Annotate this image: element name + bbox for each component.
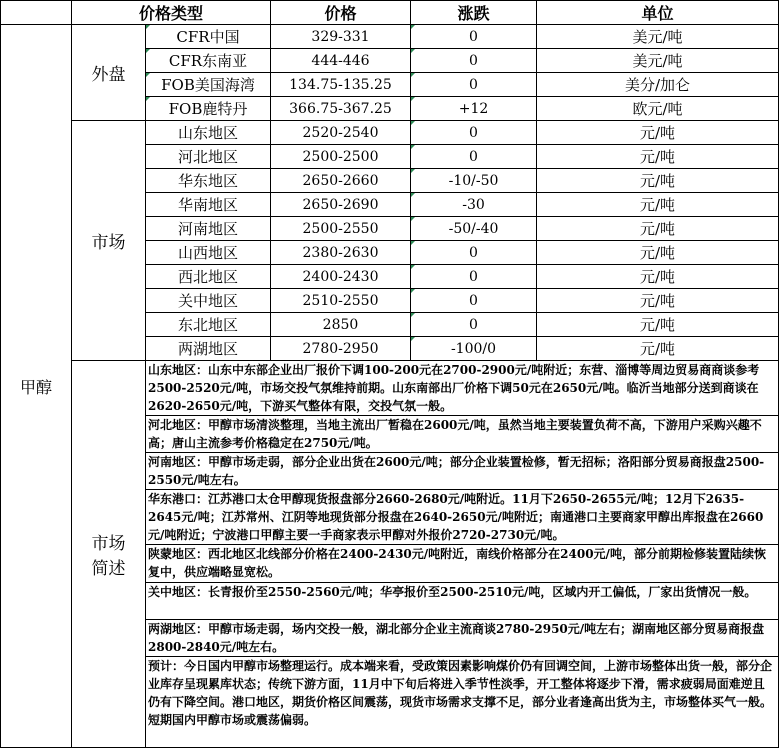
- row-change: 0: [411, 241, 537, 265]
- row-price: 134.75-135.25: [271, 73, 411, 97]
- row-unit: 元/吨: [537, 145, 779, 169]
- foreign-label: 外盘: [72, 25, 146, 121]
- product-label: 甲醇: [1, 25, 72, 748]
- brief-paragraph: 河北地区：甲醇市场清淡整理，当地主流出厂暂稳在2600元/吨，虽然当地主要装置负荷不高，下游用户采购兴趣不高；唐山主流参考价格稳定在2750元/吨。: [146, 416, 779, 453]
- row-unit: 元/吨: [537, 241, 779, 265]
- row-price: 2780-2950: [271, 337, 411, 361]
- row-change: 0: [411, 313, 537, 337]
- row-unit: 美元/吨: [537, 49, 779, 73]
- row-name: 两湖地区: [146, 337, 271, 361]
- row-price: 2520-2540: [271, 121, 411, 145]
- row-change: -10/-50: [411, 169, 537, 193]
- row-price: 366.75-367.25: [271, 97, 411, 121]
- brief-paragraph: 预计：今日国内甲醇市场整理运行。成本端来看，受政策因素影响煤价仍有回调空间，上游市场整体出货一般，部分企业库存呈现累库状态；传统下游方面，11月中下旬后将进入季节性淡季，开工整体将逐步下滑，需求疲弱局面难逆且仍有下降空间。港口地区，期货价格区间震荡，现货市场需求支撑不足，部分业者逢高出货为主，市场整体买气一般。短期国内甲醇市场或震荡偏弱。: [146, 657, 779, 748]
- row-change: +12: [411, 97, 537, 121]
- table-row: [1, 25, 779, 49]
- row-name: 山西地区: [146, 241, 271, 265]
- row-price: 2500-2500: [271, 145, 411, 169]
- row-unit: 美元/吨: [537, 25, 779, 49]
- row-unit: 元/吨: [537, 169, 779, 193]
- header-blank: [1, 1, 72, 25]
- row-change: 0: [411, 73, 537, 97]
- row-name: CFR中国: [146, 25, 271, 49]
- row-name: 河南地区: [146, 217, 271, 241]
- row-name: FOB美国海湾: [146, 73, 271, 97]
- row-unit: 元/吨: [537, 313, 779, 337]
- row-change: -30: [411, 193, 537, 217]
- market-label: 市场: [72, 121, 146, 361]
- row-price: 2400-2430: [271, 265, 411, 289]
- row-unit: 元/吨: [537, 217, 779, 241]
- row-unit: 元/吨: [537, 337, 779, 361]
- row-change: 0: [411, 265, 537, 289]
- brief-paragraph: 河南地区：甲醇市场走弱，部分企业出货在2600元/吨；部分企业装置检修，暂无招标；洛阳部分贸易商报盘2500-2550元/吨左右。: [146, 453, 779, 490]
- row-name: 华南地区: [146, 193, 271, 217]
- row-name: 关中地区: [146, 289, 271, 313]
- row-change: -100/0: [411, 337, 537, 361]
- row-price: 2850: [271, 313, 411, 337]
- header-change: 涨跌: [411, 1, 537, 25]
- row-price: 2510-2550: [271, 289, 411, 313]
- brief-label: [72, 361, 146, 748]
- row-name: 河北地区: [146, 145, 271, 169]
- row-price: 2380-2630: [271, 241, 411, 265]
- row-unit: 元/吨: [537, 193, 779, 217]
- row-unit: 元/吨: [537, 121, 779, 145]
- header-unit: 单位: [537, 1, 779, 25]
- row-change: 0: [411, 25, 537, 49]
- row-unit: 元/吨: [537, 289, 779, 313]
- row-change: 0: [411, 145, 537, 169]
- row-name: 东北地区: [146, 313, 271, 337]
- row-name: CFR东南亚: [146, 49, 271, 73]
- row-name: FOB鹿特丹: [146, 97, 271, 121]
- row-price: 329-331: [271, 25, 411, 49]
- row-change: 0: [411, 289, 537, 313]
- row-name: 西北地区: [146, 265, 271, 289]
- row-unit: 美分/加仑: [537, 73, 779, 97]
- brief-paragraph: 陕蒙地区：西北地区北线部分价格在2400-2430元/吨附近，南线价格部分在2400元/吨，部分前期检修装置陆续恢复中，供应端略显宽松。: [146, 545, 779, 583]
- header-row: [1, 1, 779, 25]
- brief-paragraph: 华东港口：江苏港口太仓甲醇现货报盘部分2660-2680元/吨附近。11月下2650-2655元/吨；12月下2635-2645元/吨；江苏常州、江阴等地现货部分报盘在2640-2650元/吨附近；南通港口主要商家甲醇出库报盘在2660元/吨附近；宁波港口甲醇主要一手商家表示甲醇对外报价2720-2730元/吨。: [146, 490, 779, 545]
- row-name: 山东地区: [146, 121, 271, 145]
- row-unit: 欧元/吨: [537, 97, 779, 121]
- header-category: 价格类型: [72, 1, 271, 25]
- row-unit: 元/吨: [537, 265, 779, 289]
- row-price: 2650-2690: [271, 193, 411, 217]
- row-price: 2500-2550: [271, 217, 411, 241]
- row-change: 0: [411, 121, 537, 145]
- row-change: 0: [411, 49, 537, 73]
- brief-paragraph: 两湖地区：甲醇市场走弱，场内交投一般，湖北部分企业主流商谈2780-2950元/吨左右；湖南地区部分贸易商报盘2800-2840元/吨左右。: [146, 620, 779, 657]
- row-change: -50/-40: [411, 217, 537, 241]
- brief-paragraph: 山东地区：山东中东部企业出厂报价下调100-200元在2700-2900元/吨附近；东营、淄博等周边贸易商商谈参考2500-2520元/吨，市场交投气氛维持前期。山东南部出厂价格下调50元在2650元/吨。临沂当地部分送到商谈在2620-2650元/吨，下游买气整体有限，交投气氛一般。: [146, 361, 779, 416]
- row-price: 444-446: [271, 49, 411, 73]
- brief-label-line2: 简述: [91, 559, 126, 579]
- brief-paragraph: 关中地区：长青报价至2550-2560元/吨；华亭报价至2500-2510元/吨，区域内开工偏低，厂家出货情况一般。: [146, 583, 779, 620]
- row-price: 2650-2660: [271, 169, 411, 193]
- row-name: 华东地区: [146, 169, 271, 193]
- header-price: 价格: [271, 1, 411, 25]
- table-row: [1, 121, 779, 145]
- brief-row: [1, 361, 779, 416]
- brief-label-line1: 市场: [91, 534, 126, 554]
